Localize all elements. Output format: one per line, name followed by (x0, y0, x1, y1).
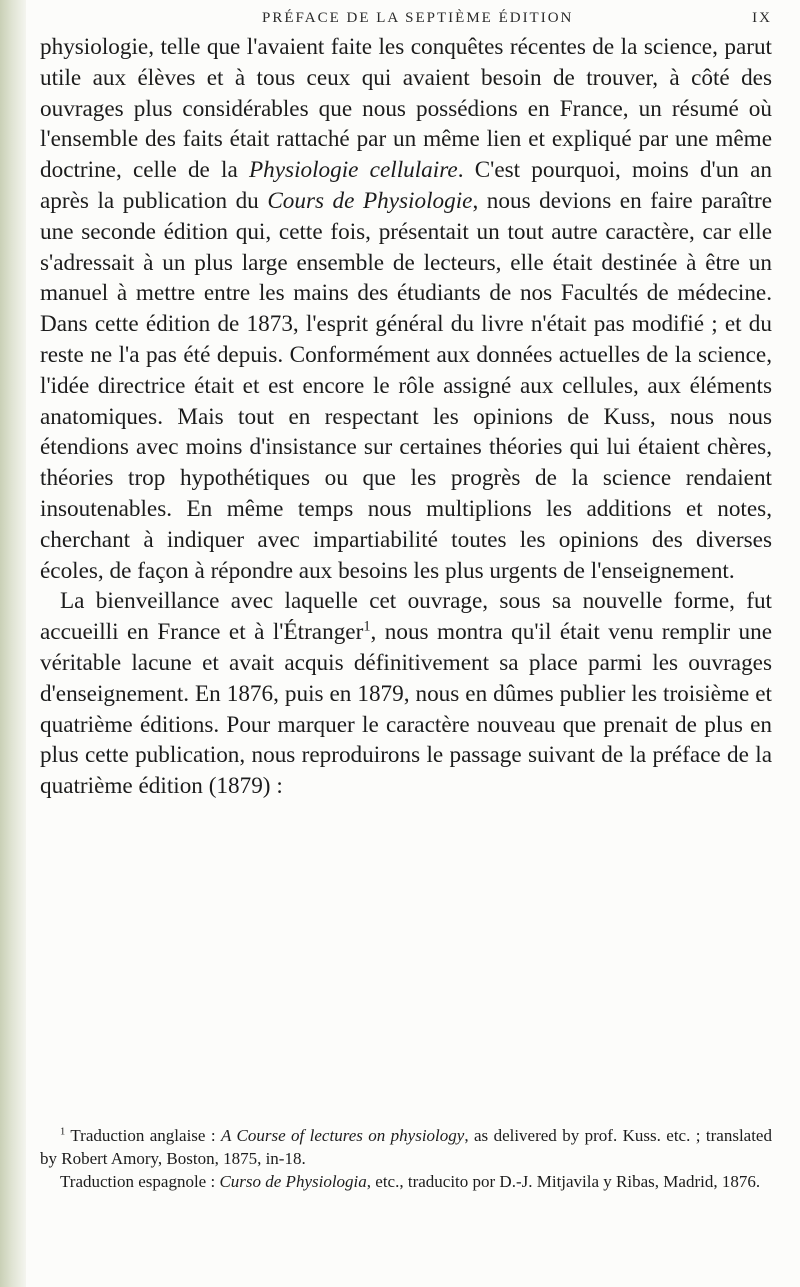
footnote-2 (40, 1170, 772, 1193)
title-cours-de-physiologie: Cours de Physiologie (267, 187, 473, 214)
paragraph-1-text-a: physiologie, telle que l'avaient faite les conquêtes récentes de la science, parut utile aux élèves et à tous ceux qui avaient besoin de trouver, à côté des ouvrages plus considérables que nous possédions en France, un résumé où l'ensemble des faits était rattaché par un même lien et expliqué par une même doctrine, celle de la (40, 34, 772, 184)
footnote-reference: 1 (363, 618, 371, 635)
footnote-1-text-a: Traduction anglaise : (65, 1126, 222, 1145)
paragraph-2-text-a: La bienveillance avec laquelle cet ouvrage, sous sa nouvelle forme, fut accueilli en France et à l'Étranger (40, 588, 772, 646)
footnote-2-title: Curso de Physiologia (219, 1172, 367, 1191)
running-head-title: PRÉFACE DE LA SEPTIÈME ÉDITION (262, 10, 574, 26)
title-physiologie-cellulaire: Physiologie cellulaire (249, 157, 458, 184)
page-number: IX (752, 10, 772, 26)
footnote-1-title: A Course of lectures on physiology (221, 1126, 465, 1145)
paragraph-1-text-b: . C'est pourquoi, moins d'un an après la publication du (40, 157, 772, 214)
footnote-1-text-b: , as delivered by prof. Kuss. etc. ; translated by Robert Amory, Boston, 1875, in-18. (40, 1126, 772, 1168)
running-head (262, 6, 772, 32)
footnotes (40, 1124, 772, 1193)
footnote-number: 1 (60, 1126, 66, 1138)
paragraph-1 (40, 32, 772, 586)
footnote-1 (40, 1124, 772, 1170)
footnote-2-text-a: Traduction espagnole : (60, 1172, 220, 1191)
footnote-2-text-b: , etc., traducito por D.-J. Mitjavila y Ribas, Madrid, 1876. (366, 1172, 761, 1191)
page-binding-edge (0, 0, 26, 1287)
paragraph-2 (40, 586, 772, 802)
paragraph-2-text-b: , nous montra qu'il était venu remplir une véritable lacune et avait acquis définitivement sa place parmi les ouvrages d'enseignement. En 1876, puis en 1879, nous en dûmes publier les troisième et quatrième éditions. Pour marquer le caractère nouveau que prenait de plus en plus cette publication, nous reproduirons le passage suivant de la préface de la quatrième édition (1879) : (40, 619, 773, 800)
paragraph-1-text-c: , nous devions en faire paraître une seconde édition qui, cette fois, présentait un tout autre caractère, car elle s'adressait à un plus large ensemble de lecteurs, elle était destinée à être un manuel à mettre entre les mains des étudiants de nos Facultés de médecine. Dans cette édition de 1873, l'esprit général du livre n'était pas modifié ; et du reste ne l'a pas été depuis. Conformément aux données actuelles de la science, l'idée directrice était et est encore le rôle assigné aux cellules, aux éléments anatomiques. Mais tout en respectant les opinions de Kuss, nous nous étendions avec moins d'insistance sur certaines théories qui lui étaient chères, théories trop hypothétiques ou que les progrès de la science rendaient insoutenables. En même temps nous multiplions les additions et notes, cherchant à indiquer avec impartiabilité toutes les opinions des diverses écoles, de façon à répondre aux besoins les plus urgents de l'enseignement. (40, 187, 773, 584)
body-text (40, 32, 772, 802)
